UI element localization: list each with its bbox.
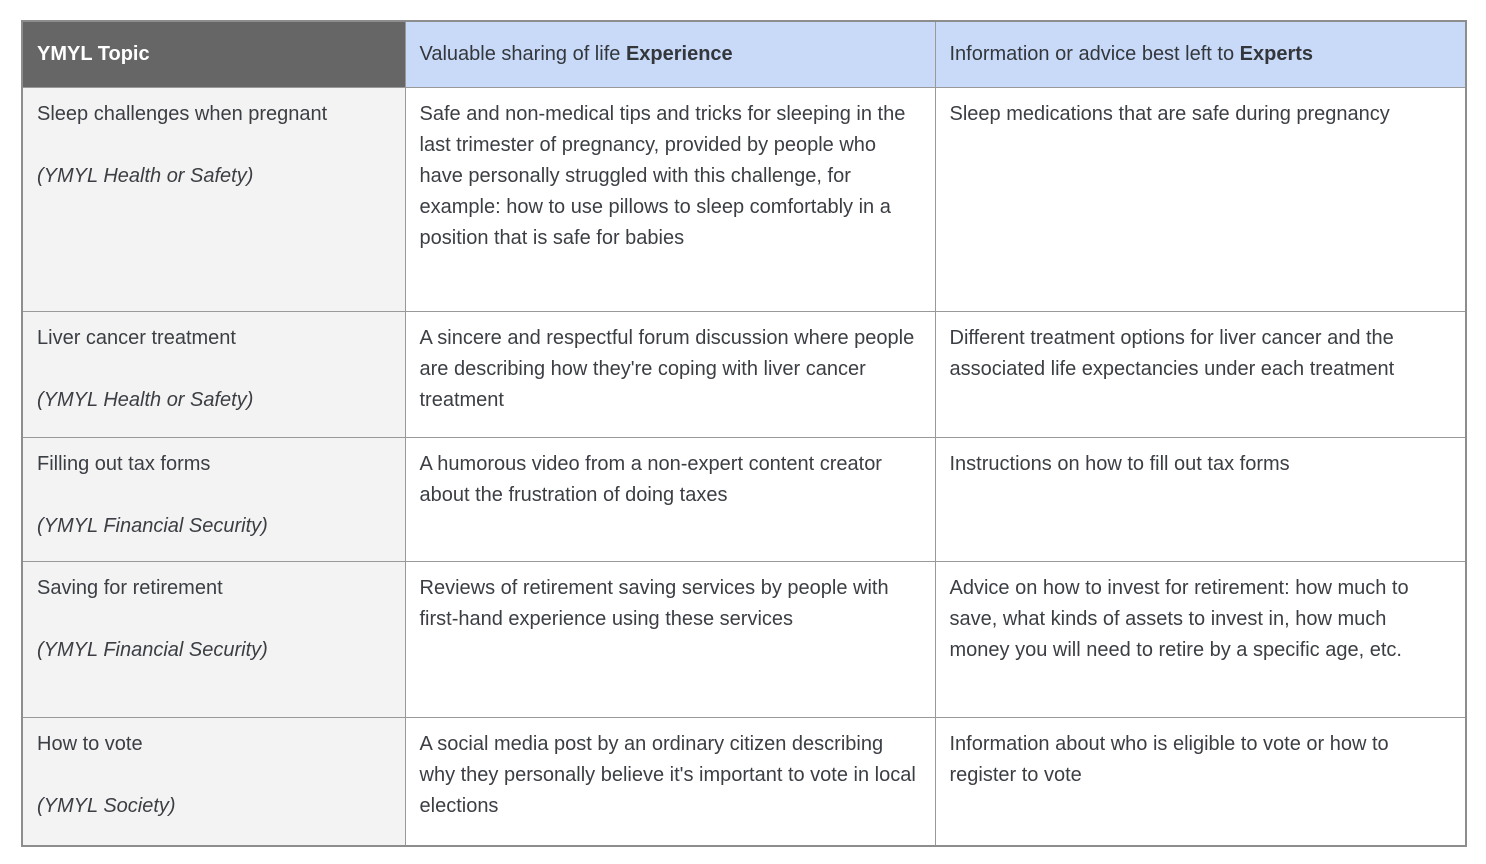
- experience-cell: A sincere and respectful forum discussion where people are describing how they're coping with liver cancer treatment: [405, 311, 935, 437]
- experts-cell: Instructions on how to fill out tax forms: [935, 437, 1466, 561]
- topic-text: Liver cancer treatment: [37, 326, 236, 349]
- topic-cell: [22, 561, 405, 717]
- col-header-experience-prefix: Valuable sharing of life: [419, 42, 626, 65]
- topic-category: (YMYL Financial Security): [37, 514, 268, 537]
- ymyl-table: [21, 20, 1467, 847]
- topic-text: Sleep challenges when pregnant: [37, 102, 328, 125]
- experience-cell: Reviews of retirement saving services by people with first-hand experience using these services: [405, 561, 935, 717]
- topic-category: (YMYL Society): [37, 794, 176, 817]
- table-row: [22, 311, 1466, 437]
- topic-cell: [22, 311, 405, 437]
- experts-cell: Different treatment options for liver cancer and the associated life expectancies under each treatment: [935, 311, 1466, 437]
- table-row: [22, 561, 1466, 717]
- table-row: [22, 717, 1466, 846]
- experience-cell: Safe and non-medical tips and tricks for sleeping in the last trimester of pregnancy, provided by people who have personally struggled with this challenge, for example: how to use pillows to sleep comfortably in a position that is safe for babies: [405, 87, 935, 311]
- experience-cell: A social media post by an ordinary citizen describing why they personally believe it's important to vote in local elections: [405, 717, 935, 846]
- experience-cell: A humorous video from a non-expert content creator about the frustration of doing taxes: [405, 437, 935, 561]
- topic-text: How to vote: [37, 732, 143, 755]
- table-row: [22, 437, 1466, 561]
- table-row: [22, 87, 1466, 311]
- experts-cell: Advice on how to invest for retirement: how much to save, what kinds of assets to invest in, how much money you will need to retire by a specific age, etc.: [935, 561, 1466, 717]
- topic-cell: [22, 437, 405, 561]
- col-header-experts-prefix: Information or advice best left to: [949, 42, 1240, 65]
- header-row: [22, 21, 1466, 87]
- topic-text: Saving for retirement: [37, 576, 223, 599]
- topic-text: Filling out tax forms: [37, 452, 211, 475]
- experts-cell: Information about who is eligible to vote or how to register to vote: [935, 717, 1466, 846]
- experts-cell: Sleep medications that are safe during pregnancy: [935, 87, 1466, 311]
- topic-cell: [22, 717, 405, 846]
- topic-category: (YMYL Health or Safety): [37, 388, 254, 411]
- col-header-experience-bold: Experience: [625, 42, 733, 65]
- topic-cell: [22, 87, 405, 311]
- topic-category: (YMYL Health or Safety): [37, 164, 254, 187]
- topic-category: (YMYL Financial Security): [37, 638, 268, 661]
- col-header-ymyl-topic: YMYL Topic: [22, 21, 405, 87]
- col-header-experience: [405, 21, 935, 87]
- col-header-experts-bold: Experts: [1239, 42, 1314, 65]
- col-header-experts: [935, 21, 1466, 87]
